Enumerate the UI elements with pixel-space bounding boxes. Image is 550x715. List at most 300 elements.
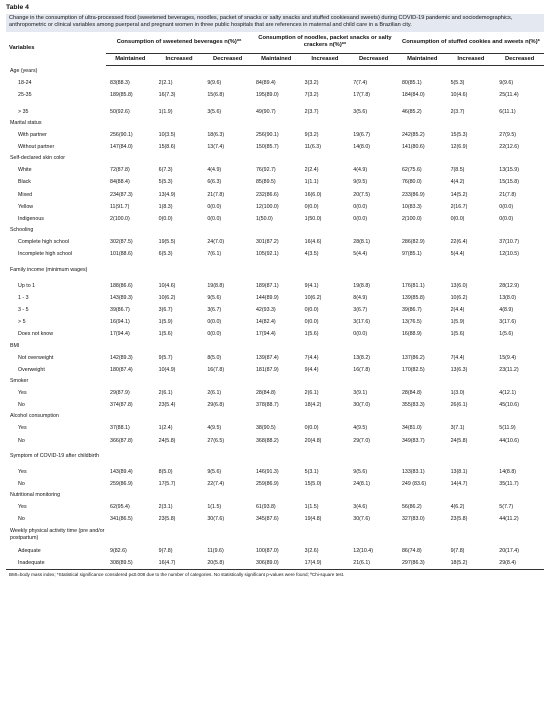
- table-body: [6, 66, 544, 570]
- table-cell: 13(8.0): [499, 294, 517, 301]
- row-label: Yes: [18, 468, 27, 475]
- table-cell: 13(76.5): [401, 319, 422, 326]
- table-cell: 29(6.8): [207, 402, 225, 409]
- table-cell: 12(6.9): [450, 143, 468, 150]
- section-title: BMI: [10, 342, 20, 349]
- table-row: [6, 466, 544, 478]
- row-label: With partner: [18, 131, 47, 138]
- group-header-noodles-snacks: Consumption of noodles, packet snacks or salty crackers n(%)*ª: [252, 32, 398, 54]
- table-cell: 9(7.8): [450, 547, 465, 554]
- table-cell: 2(3.1): [158, 504, 173, 511]
- table-cell: 0(0.0): [304, 306, 319, 313]
- table-cell: 249 (83.6): [401, 480, 427, 487]
- table-cell: 21(7.8): [499, 191, 517, 198]
- table-cell: 9(5.6): [353, 468, 368, 475]
- table-cell: 1(5.6): [499, 331, 514, 338]
- table-cell: 100(87.0): [255, 547, 279, 554]
- table-cell: 133(83.1): [401, 468, 425, 475]
- table-cell: 6(11.1): [499, 108, 516, 115]
- table-cell: 11(9.6): [207, 547, 224, 554]
- table-cell: 23(5.8): [450, 516, 468, 523]
- table-cell: 2(6.1): [158, 389, 173, 396]
- table-cell: 3(5.6): [207, 108, 222, 115]
- table-cell: 37(10.7): [499, 239, 519, 246]
- table-cell: 3(7.1): [450, 425, 465, 432]
- table-cell: 10(4.9): [158, 366, 176, 373]
- table-row: [6, 106, 544, 118]
- table-row: [6, 557, 544, 570]
- table-cell: 0(0.0): [353, 331, 368, 338]
- table-cell: 256(90.1): [255, 131, 279, 138]
- row-label: Adequate: [18, 547, 41, 554]
- table-cell: 50(92.6): [110, 108, 130, 115]
- table-cell: 1(1.1): [304, 179, 319, 186]
- table-cell: 26(6.1): [450, 402, 468, 409]
- table-cell: 35(11.7): [499, 480, 519, 487]
- section-title: Nutritional monitoring: [10, 492, 61, 499]
- table-row: [6, 164, 544, 176]
- section-title: Marital status: [10, 119, 42, 126]
- table-cell: 20(7.5): [353, 191, 371, 198]
- row-label: Black: [18, 179, 31, 186]
- table-cell: 22(7.4): [207, 480, 225, 487]
- table-cell: 46(85.2): [401, 108, 422, 115]
- table-cell: 0(0.0): [499, 203, 514, 210]
- table-cell: 4(4.9): [353, 167, 368, 174]
- table-cell: 16(7.8): [207, 366, 225, 373]
- table-row: [6, 213, 544, 225]
- row-label: Complete high school: [18, 239, 69, 246]
- table-cell: 8(4.9): [353, 294, 368, 301]
- table-cell: 23(5.4): [158, 402, 176, 409]
- row-label: Indigenous: [18, 215, 44, 222]
- table-cell: 3(4.6): [353, 504, 368, 511]
- table-cell: 24(8.1): [353, 480, 371, 487]
- table-cell: 11(6.3): [304, 143, 322, 150]
- row-label: Up to 1: [18, 282, 36, 289]
- table-cell: 83(88.3): [110, 80, 130, 87]
- table-cell: 62(75.6): [401, 167, 422, 174]
- data-table: [6, 32, 544, 580]
- table-row: [6, 399, 544, 411]
- table-cell: 9(5.7): [158, 354, 173, 361]
- table-cell: 1(1.9): [158, 108, 173, 115]
- table-row: [6, 478, 544, 490]
- table-cell: 7(4.4): [304, 354, 319, 361]
- table-cell: 12(100.0): [255, 203, 279, 210]
- table-cell: 286(82.9): [401, 239, 425, 246]
- table-cell: 19(8.8): [353, 282, 371, 289]
- row-label: Yellow: [18, 203, 34, 210]
- table-cell: 0(0.0): [353, 215, 368, 222]
- table-cell: 20(5.8): [203, 557, 252, 570]
- table-cell: 5(3.1): [304, 468, 319, 475]
- table-cell: 15(15.8): [499, 179, 519, 186]
- table-cell: 9(4.4): [304, 366, 319, 373]
- table-cell: 4(4.9): [207, 167, 222, 174]
- table-cell: 143(89.3): [110, 294, 133, 301]
- section-title: Schooling: [10, 227, 34, 234]
- table-row: [6, 328, 544, 340]
- section-title: [6, 447, 544, 466]
- table-cell: 16(88.9): [401, 331, 422, 338]
- table-cell: 181(87.9): [255, 366, 279, 373]
- table-cell: 0(0.0): [158, 215, 173, 222]
- table-cell: 45(10.6): [499, 402, 519, 409]
- table-cell: 29(87.9): [110, 389, 130, 396]
- table-cell: 22(6.4): [450, 239, 468, 246]
- table-cell: 9(5.6): [207, 294, 222, 301]
- table-row: [6, 501, 544, 513]
- table-row: [6, 316, 544, 328]
- table-cell: 0(0.0): [499, 215, 514, 222]
- row-label: Does not know: [18, 331, 54, 338]
- table-row: [6, 435, 544, 447]
- table-cell: 4(9.5): [353, 425, 368, 432]
- table-cell: 30(7.0): [353, 402, 371, 409]
- table-cell: 259(86.9): [110, 480, 133, 487]
- table-cell: 24(5.8): [158, 437, 176, 444]
- table-row: [6, 280, 544, 292]
- table-cell: 3(6.7): [207, 306, 222, 313]
- group-header-cookies-sweets: Consumption of stuffed cookies and sweets n(%)*: [398, 32, 544, 54]
- table-cell: 18(4.2): [304, 402, 322, 409]
- table-cell: 6(6.3): [207, 179, 222, 186]
- section-row: [6, 447, 544, 466]
- row-label: 25-35: [18, 92, 32, 99]
- table-cell: 147(84.0): [110, 143, 133, 150]
- section-row: [6, 66, 544, 78]
- table-cell: 141(80.6): [401, 143, 425, 150]
- table-cell: 5(11.9): [499, 425, 516, 432]
- table-cell: 9(5.6): [207, 468, 222, 475]
- row-label: 3 - 5: [18, 306, 29, 313]
- table-cell: 15(5.0): [304, 480, 322, 487]
- table-cell: 80(85.1): [401, 80, 422, 87]
- row-label: Yes: [18, 504, 27, 511]
- table-row: [6, 201, 544, 213]
- table-cell: 327(83.0): [401, 516, 425, 523]
- row-label: Incomplete high school: [18, 251, 73, 258]
- table-cell: 366(87.8): [110, 437, 133, 444]
- table-cell: 13(4.9): [158, 191, 176, 198]
- subcol-increased: Increased: [155, 54, 204, 66]
- table-cell: 1(5.9): [158, 319, 173, 326]
- table-cell: 44(10.6): [499, 437, 519, 444]
- table-cell: 72(87.8): [110, 167, 130, 174]
- table-cell: 19(6.7): [353, 131, 371, 138]
- table-cell: 7(8.5): [450, 167, 465, 174]
- table-row: [6, 129, 544, 141]
- table-cell: 4(3.5): [304, 251, 319, 258]
- section-row: [6, 118, 544, 129]
- table-cell: 4(4.2): [450, 179, 465, 186]
- table-header: [6, 32, 544, 66]
- table-cell: 3(3.2): [304, 80, 319, 87]
- table-cell: 17(94.4): [255, 331, 276, 338]
- table-cell: 9(3.2): [304, 131, 319, 138]
- table-cell: 21(6.1): [349, 557, 398, 570]
- table-cell: 61(93.8): [255, 504, 276, 511]
- table-cell: 10(6.2): [304, 294, 322, 301]
- table-cell: 5(4.4): [353, 251, 368, 258]
- table-cell: 3(17.6): [499, 319, 517, 326]
- table-cell: 0(0.0): [304, 319, 319, 326]
- table-cell: 1(5.6): [158, 331, 173, 338]
- table-cell: 6(7.3): [158, 167, 173, 174]
- table-cell: 17(5.7): [158, 480, 176, 487]
- table-cell: 144(89.9): [255, 294, 279, 301]
- table-cell: 10(83.3): [401, 203, 422, 210]
- table-cell: 17(94.4): [110, 331, 130, 338]
- table-cell: 24(7.0): [207, 239, 225, 246]
- table-cell: 256(90.1): [110, 131, 133, 138]
- table-cell: 17(7.8): [353, 92, 371, 99]
- section-row: [6, 411, 544, 422]
- table-cell: 18(5.2): [447, 557, 496, 570]
- table-cell: 20(4.8): [304, 437, 322, 444]
- table-cell: 27(9.5): [499, 131, 517, 138]
- table-cell: 23(5.8): [158, 516, 176, 523]
- subcol-decreased: Decreased: [495, 54, 544, 66]
- table-row: [6, 304, 544, 316]
- table-cell: 8(5.0): [207, 354, 222, 361]
- subcol-maintained: Maintained: [398, 54, 447, 66]
- table-cell: 233(86.9): [401, 191, 425, 198]
- table-cell: 7(3.2): [304, 92, 319, 99]
- table-cell: 176(81.1): [401, 282, 425, 289]
- table-cell: 1(5.9): [450, 319, 465, 326]
- table-row: [6, 422, 544, 434]
- section-title: Alcohol consumption: [10, 413, 59, 420]
- table-cell: 10(4.6): [158, 282, 176, 289]
- table-cell: 1(5.6): [304, 331, 319, 338]
- row-label: Yes: [18, 425, 27, 432]
- table-cell: 0(0.0): [207, 319, 222, 326]
- group-header-sweetened-beverages: Consumption of sweetened beverages n(%)*ª: [106, 32, 252, 54]
- table-cell: 86(74.8): [401, 547, 422, 554]
- row-label: No: [18, 402, 25, 409]
- table-row: [6, 387, 544, 399]
- table-cell: 341(86.5): [110, 516, 133, 523]
- table-cell: 139(85.8): [401, 294, 425, 301]
- subcol-increased: Increased: [301, 54, 350, 66]
- table-cell: 11(91.7): [110, 203, 130, 210]
- table-cell: 16(7.3): [158, 92, 176, 99]
- section-row: [6, 376, 544, 387]
- table-cell: 1(50.0): [304, 215, 322, 222]
- subcol-maintained: Maintained: [252, 54, 301, 66]
- table-cell: 16(4.6): [304, 239, 322, 246]
- table-cell: 302(87.5): [110, 239, 133, 246]
- section-title-text: Symptom of COVID-19 after childbirth: [10, 452, 99, 459]
- table-cell: 13(8.1): [450, 468, 468, 475]
- table-cell: 146(91.3): [255, 468, 279, 475]
- table-cell: 0(0.0): [450, 215, 465, 222]
- table-cell: 13(6.3): [450, 366, 468, 373]
- table-cell: 5(5.3): [450, 80, 465, 87]
- section-title: [6, 261, 544, 280]
- subcol-maintained: Maintained: [106, 54, 155, 66]
- table-cell: 4(8.9): [499, 306, 514, 313]
- table-cell: 7(7.4): [353, 80, 368, 87]
- table-cell: 28(8.1): [353, 239, 371, 246]
- table-cell: 1(5.6): [450, 331, 465, 338]
- table-cell: 12(10.4): [353, 547, 374, 554]
- table-cell: 38(90.5): [255, 425, 276, 432]
- table-cell: 39(86.7): [110, 306, 130, 313]
- table-cell: 349(83.7): [401, 437, 425, 444]
- table-row: [6, 189, 544, 201]
- table-cell: 85(89.5): [255, 179, 276, 186]
- table-cell: 44(11.2): [499, 516, 519, 523]
- row-label: 18-24: [18, 80, 32, 87]
- table-cell: 16(4.7): [155, 557, 204, 570]
- table-cell: 28(84.8): [255, 389, 276, 396]
- section-row: [6, 225, 544, 236]
- table-cell: 0(0.0): [207, 215, 222, 222]
- table-cell: 2(16.7): [450, 203, 468, 210]
- table-cell: 1(3.0): [450, 389, 465, 396]
- table-cell: 14(8.8): [499, 468, 517, 475]
- table-cell: 14(5.2): [450, 191, 468, 198]
- table-cell: 24(5.8): [450, 437, 468, 444]
- table-cell: 3(9.1): [353, 389, 368, 396]
- table-cell: 27(6.5): [207, 437, 225, 444]
- table-cell: 9(82.6): [110, 547, 127, 554]
- table-cell: 15(5.3): [450, 131, 468, 138]
- table-cell: 3(6.7): [158, 306, 173, 313]
- row-label: No: [18, 516, 25, 523]
- section-row: [6, 490, 544, 501]
- table-cell: 150(85.7): [255, 143, 279, 150]
- table-cell: 189(87.1): [255, 282, 279, 289]
- section-row: [6, 526, 544, 545]
- table-cell: 306(89.0): [252, 557, 301, 570]
- table-cell: 29(7.0): [353, 437, 371, 444]
- table-cell: 76(92.7): [255, 167, 276, 174]
- table-cell: 84(89.4): [255, 80, 276, 87]
- subcol-decreased: Decreased: [203, 54, 252, 66]
- table-cell: 15(9.4): [499, 354, 517, 361]
- table-cell: 30(7.6): [353, 516, 371, 523]
- table-cell: 10(3.5): [158, 131, 176, 138]
- table-cell: 3(2.6): [304, 547, 319, 554]
- table-cell: 242(85.2): [401, 131, 425, 138]
- table-row: [6, 141, 544, 153]
- table-cell: 374(87.8): [110, 402, 133, 409]
- table-cell: 1(2.4): [158, 425, 173, 432]
- table-cell: 13(15.9): [499, 167, 519, 174]
- table-cell: 7(4.4): [450, 354, 465, 361]
- table-cell: 2(6.1): [304, 389, 319, 396]
- table-cell: 1(8.3): [158, 203, 173, 210]
- table-cell: 4(6.2): [450, 504, 465, 511]
- table-cell: 368(88.2): [255, 437, 279, 444]
- section-title: [6, 526, 544, 545]
- table-cell: 345(87.6): [255, 516, 279, 523]
- table-number: Table 4: [6, 4, 29, 11]
- table-cell: 180(87.4): [110, 366, 133, 373]
- table-cell: 5(7.7): [499, 504, 514, 511]
- table-cell: 5(5.3): [158, 179, 173, 186]
- table-cell: 5(4.4): [450, 251, 465, 258]
- table-cell: 19(8.8): [207, 282, 225, 289]
- table-cell: 14(4.7): [450, 480, 468, 487]
- table-cell: 49(90.7): [255, 108, 276, 115]
- table-cell: 19(5.5): [158, 239, 176, 246]
- subcol-increased: Increased: [447, 54, 496, 66]
- table-cell: 13(8.2): [353, 354, 371, 361]
- table-cell: 4(12.1): [499, 389, 517, 396]
- table-row: [6, 352, 544, 364]
- table-cell: 1(1.5): [304, 504, 319, 511]
- section-title-text: Family income (minimum wages): [10, 266, 88, 273]
- table-cell: 29(8.4): [495, 557, 544, 570]
- table-row: [6, 236, 544, 248]
- section-title: Smoker: [10, 377, 29, 384]
- table-cell: 28(12.9): [499, 282, 519, 289]
- table-row: [6, 176, 544, 188]
- variables-header: Variables: [9, 45, 35, 52]
- table-cell: 137(86.2): [401, 354, 425, 361]
- table-cell: 170(82.5): [401, 366, 425, 373]
- table-cell: 297(86.3): [398, 557, 447, 570]
- table-cell: 12(10.5): [499, 251, 519, 258]
- table-cell: 22(12.6): [499, 143, 519, 150]
- table-cell: 184(84.0): [401, 92, 425, 99]
- section-title-text: Weekly physical activity time (pre and/or postpartum): [10, 528, 105, 542]
- table-cell: 13(7.4): [207, 143, 225, 150]
- row-label: No: [18, 437, 25, 444]
- table-cell: 56(86.2): [401, 504, 422, 511]
- table-cell: 105(92.1): [255, 251, 279, 258]
- table-cell: 6(5.3): [158, 251, 173, 258]
- row-label: > 35: [18, 108, 29, 115]
- table-cell: 14(82.4): [255, 319, 276, 326]
- table-cell: 2(6.1): [207, 389, 222, 396]
- table-row: [6, 513, 544, 525]
- table-cell: 34(81.0): [401, 425, 422, 432]
- table-cell: 308(89.5): [106, 557, 155, 570]
- table-cell: 30(7.6): [207, 516, 225, 523]
- table-cell: 259(86.9): [255, 480, 279, 487]
- table-cell: 4(9.5): [207, 425, 222, 432]
- table-cell: 188(86.6): [110, 282, 133, 289]
- row-label: Not overweight: [18, 354, 54, 361]
- table-cell: 0(0.0): [207, 203, 222, 210]
- table-cell: 3(17.6): [353, 319, 371, 326]
- row-label: > 5: [18, 319, 26, 326]
- table-cell: 23(11.2): [499, 366, 519, 373]
- table-cell: 142(89.3): [110, 354, 133, 361]
- table-cell: 101(88.6): [110, 251, 133, 258]
- table-cell: 19(4.8): [304, 516, 322, 523]
- table-cell: 10(6.2): [158, 294, 176, 301]
- table-cell: 10(6.2): [450, 294, 468, 301]
- table-cell: 9(9.6): [499, 80, 514, 87]
- table-cell: 42(93.3): [255, 306, 276, 313]
- table-cell: 143(89.4): [110, 468, 133, 475]
- row-label: Mixed: [18, 191, 33, 198]
- table-cell: 234(87.3): [110, 191, 133, 198]
- table-cell: 15(8.6): [158, 143, 176, 150]
- table-cell: 16(7.8): [353, 366, 371, 373]
- table-cell: 2(3.7): [450, 108, 465, 115]
- section-row: [6, 341, 544, 352]
- table-cell: 9(9.5): [353, 179, 368, 186]
- section-row: [6, 261, 544, 280]
